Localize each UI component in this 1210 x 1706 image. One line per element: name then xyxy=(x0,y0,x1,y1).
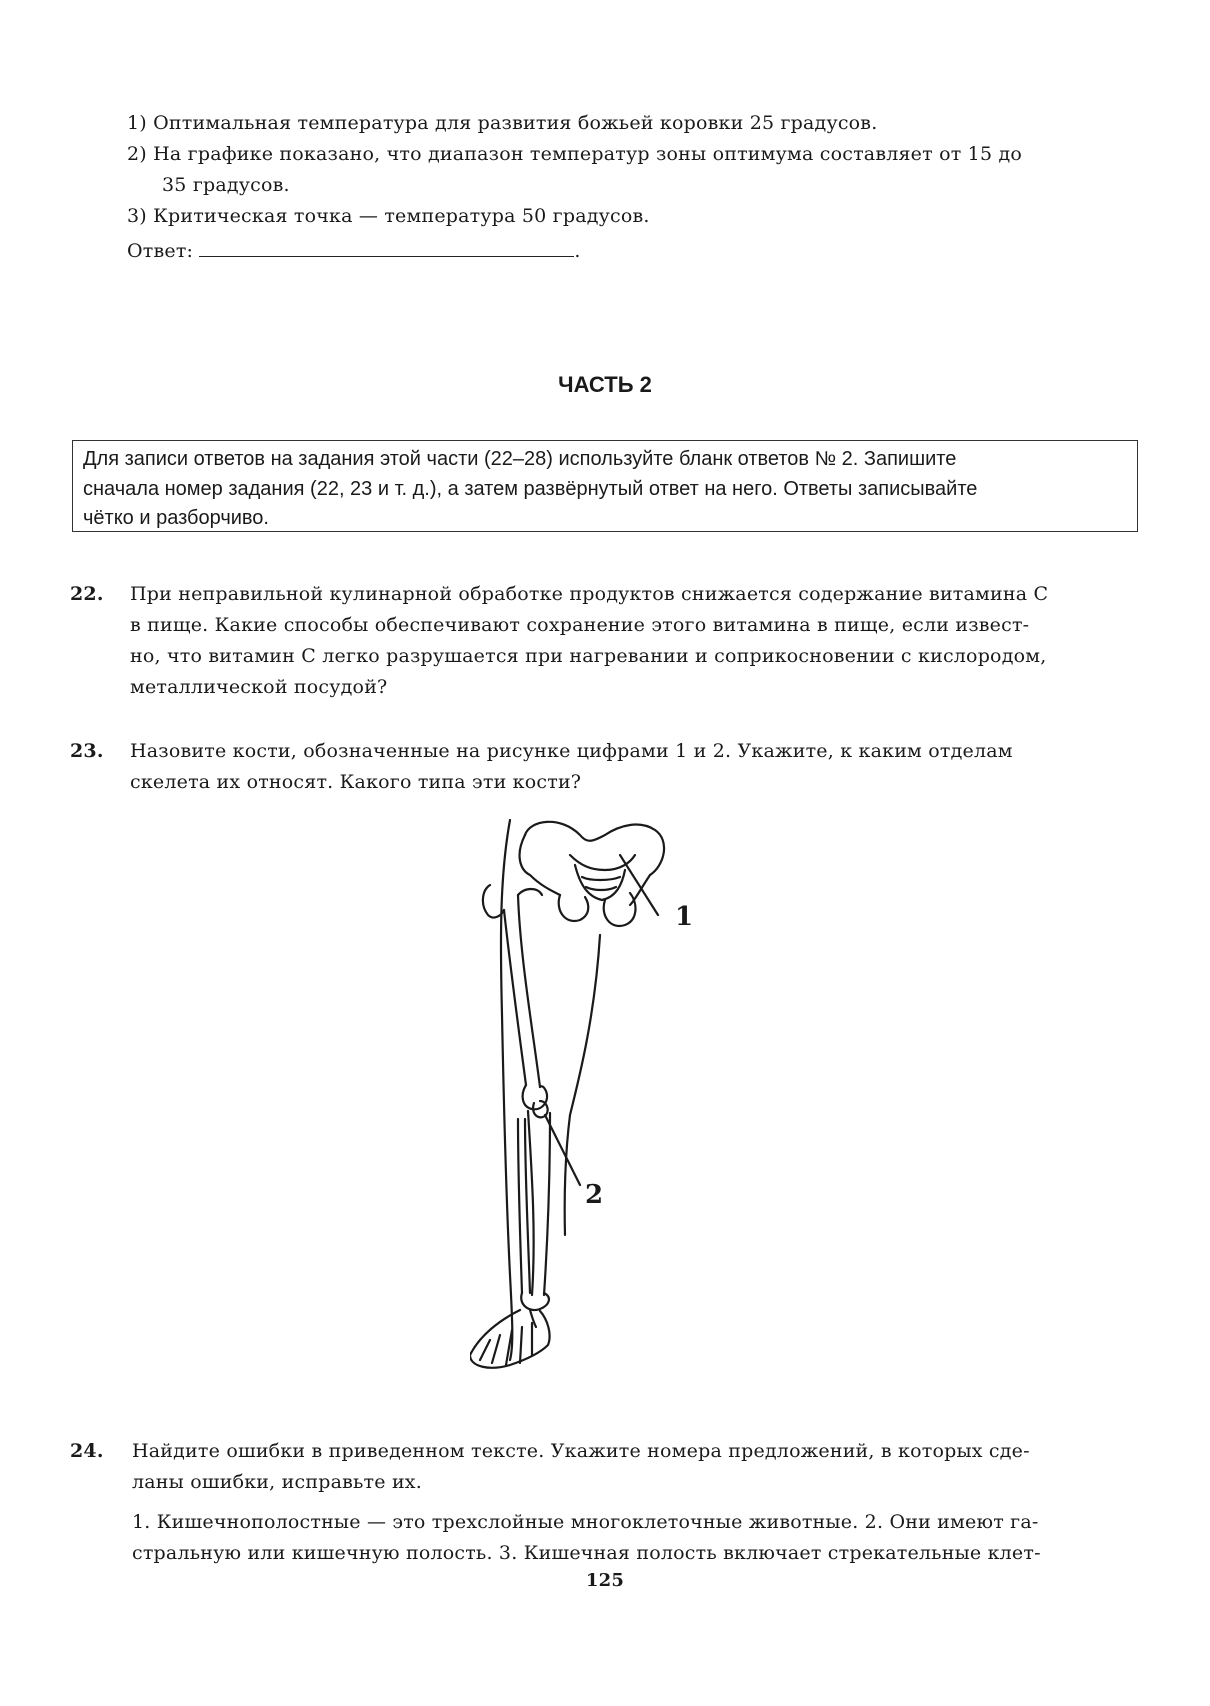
item-1: 1) Оптимальная температура для развития божьей коровки 25 градусов. xyxy=(127,112,878,134)
item-2-line-1: 2) На графике показано, что диапазон температур зоны оптимума составляет от 15 до xyxy=(127,143,1023,165)
answer-row xyxy=(127,238,581,262)
page-number: 125 xyxy=(585,1570,625,1591)
leg-skeleton-figure xyxy=(470,815,730,1395)
answer-label: Ответ: xyxy=(127,240,194,262)
question-23-line-1: Назовите кости, обозначенные на рисунке цифрами 1 и 2. Укажите, к каким отделам xyxy=(130,740,1013,762)
item-3: 3) Критическая точка — температура 50 градусов. xyxy=(127,205,650,227)
question-22-line-1: При неправильной кулинарной обработке продуктов снижается содержание витамина С xyxy=(130,583,1049,605)
instruction-line-1: Для записи ответов на задания этой части (22–28) используйте бланк ответов № 2. Запишите xyxy=(83,448,957,470)
question-24-number: 24. xyxy=(70,1440,104,1462)
answer-end: . xyxy=(574,240,581,262)
question-24-line-2: ланы ошибки, исправьте их. xyxy=(132,1471,422,1493)
instruction-line-3: чётко и разборчиво. xyxy=(83,507,269,529)
question-23-number: 23. xyxy=(70,740,104,762)
instruction-line-2: сначала номер задания (22, 23 и т. д.), а затем развёрнутый ответ на него. Ответы записывайте xyxy=(83,478,978,500)
question-22-number: 22. xyxy=(70,583,104,605)
question-22-line-3: но, что витамин С легко разрушается при нагревании и соприкосновении с кислородом, xyxy=(130,645,1047,667)
figure-label-1: 1 xyxy=(675,902,694,932)
question-22-line-2: в пище. Какие способы обеспечивают сохранение этого витамина в пище, если извест- xyxy=(130,614,1030,636)
instruction-box xyxy=(72,440,1138,532)
question-24-line-1: Найдите ошибки в приведенном тексте. Укажите номера предложений, в которых сде- xyxy=(132,1440,1030,1462)
figure-label-2: 2 xyxy=(585,1180,604,1210)
question-24-text-line-1: 1. Кишечнополостные — это трехслойные многоклеточные животные. 2. Они имеют га- xyxy=(132,1511,1039,1533)
question-22-line-4: металлической посудой? xyxy=(130,676,388,698)
part-title: ЧАСТЬ 2 xyxy=(558,372,652,397)
question-24-text-line-2: стральную или кишечную полость. 3. Кишечная полость включает стрекательные клет- xyxy=(132,1542,1041,1564)
item-2-line-2: 35 градусов. xyxy=(162,174,290,196)
answer-field[interactable] xyxy=(199,238,574,257)
question-23-line-2: скелета их относят. Какого типа эти кости? xyxy=(130,771,582,793)
